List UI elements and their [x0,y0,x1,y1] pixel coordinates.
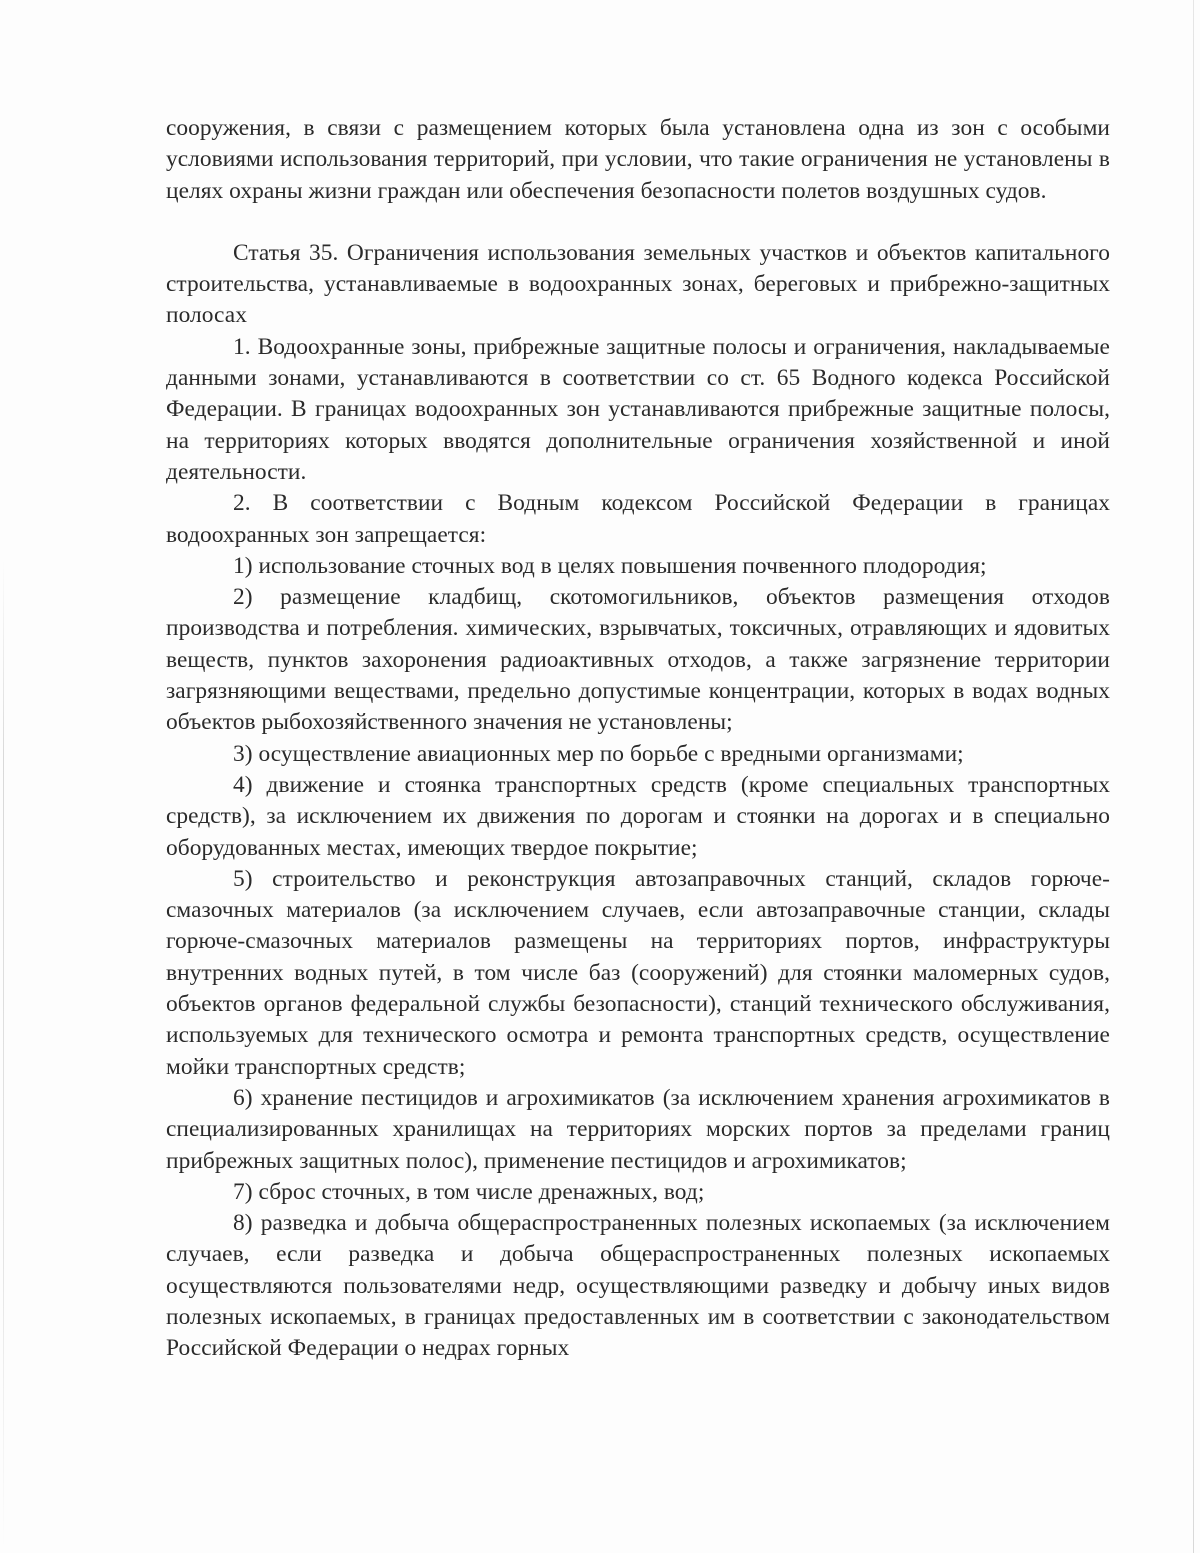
scan-edge-left [3,560,4,1550]
scan-edge-right [1193,0,1194,1553]
list-item-1: 1) использование сточных вод в целях повышения почвенного плодородия; [233,552,987,579]
list-item-8: 8) разведка и добыча общераспространенных полезных ископаемых (за исключением случаев, если разведка и добыча общераспространенных полезных ископаемых осуществляются пользователями недр, осуществляющими разведку и добычу иных видов полезных ископаемых, в границах предоставленных им в соответствии с законодательством Российской Федерации о недрах горных [166,1210,1110,1362]
paragraph-1: 1. Водоохранные зоны, прибрежные защитные полосы и ограничения, накладываемые данными зонами, устанавливаются в соответствии со ст. 65 Водного кодекса Российской Федерации. В границах водоохранных зон устанавливаются прибрежные защитные полосы, на территориях которых вводятся дополнительные ограничения хозяйственной и иной деятельности. [166,333,1110,485]
article-heading: Статья 35. Ограничения использования земельных участков и объектов капитального строительства, устанавливаемые в водоохранных зонах, береговых и прибрежно-защитных полосах [166,239,1110,329]
list-item-7: 7) сброс сточных, в том числе дренажных, вод; [233,1178,705,1205]
list-item-4: 4) движение и стоянка транспортных средств (кроме специальных транспортных средств), за исключением их движения по дорогам и стоянки на дорогах и в специально оборудованных местах, имеющих твердое покрытие; [166,771,1110,861]
list-item-3: 3) осуществление авиационных мер по борьбе с вредными организмами; [233,740,964,767]
paragraph-2: 2. В соответствии с Водным кодексом Российской Федерации в границах водоохранных зон запрещается: [166,490,1110,548]
paragraph-gap [166,207,1110,238]
list-item-5: 5) строительство и реконструкция автозаправочных станций, складов горюче-смазочных материалов (за исключением случаев, если автозаправочные станции, склады горюче-смазочных материалов размещены на территориях портов, инфраструктуры внутренних водных путей, в том числе баз (сооружений) для стоянки маломерных судов, объектов органов федеральной службы безопасности), станций технического обслуживания, используемых для технического осмотра и ремонта транспортных средств, осуществление мойки транспортных средств; [166,865,1110,1080]
document-body [166,113,1110,1365]
list-item-6: 6) хранение пестицидов и агрохимикатов (за исключением хранения агрохимикатов в специализированных хранилищах на территориях морских портов за пределами границ прибрежных защитных полос), применение пестицидов и агрохимикатов; [166,1084,1110,1174]
list-item-2: 2) размещение кладбищ, скотомогильников, объектов размещения отходов производства и потребления. химических, взрывчатых, токсичных, отравляющих и ядовитых веществ, пунктов захоронения радиоактивных отходов, а также загрязнение территории загрязняющими веществами, предельно допустимые концентрации, которых в водах водных объектов рыбохозяйственного значения не установлены; [166,584,1110,736]
carryover-paragraph: сооружения, в связи с размещением которых была установлена одна из зон с особыми условиями использования территорий, при условии, что такие ограничения не установлены в целях охраны жизни граждан или обеспечения безопасности полетов воздушных судов. [166,115,1110,204]
